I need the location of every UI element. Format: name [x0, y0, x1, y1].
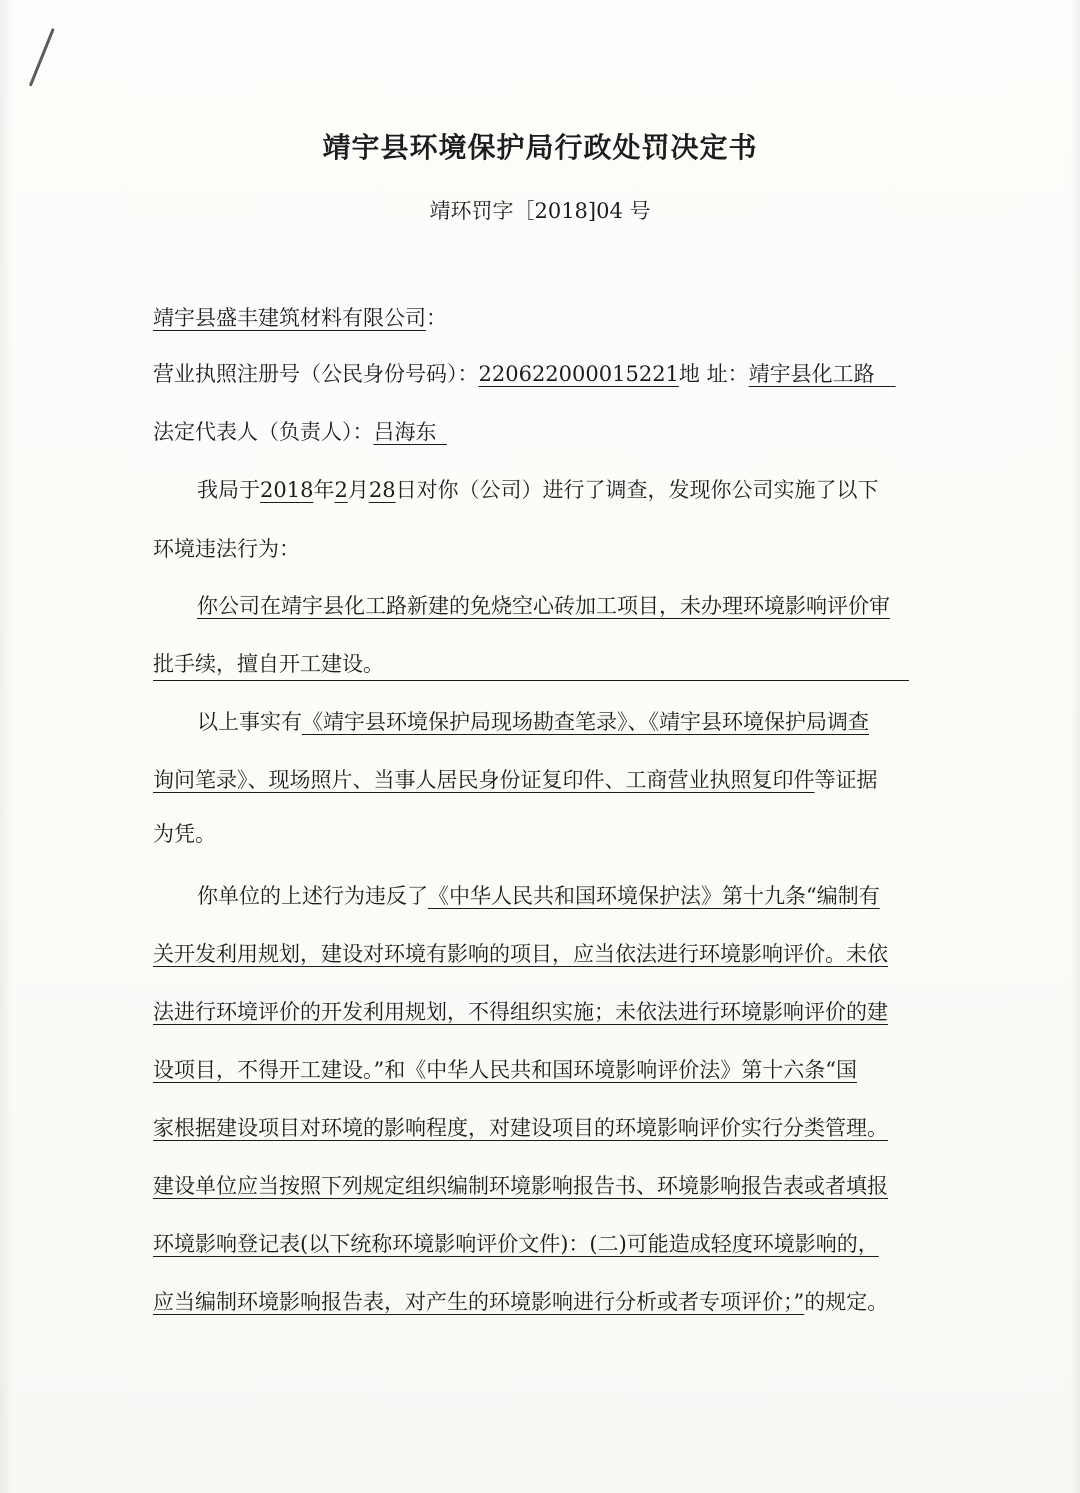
license-line: [153, 358, 896, 388]
law-line-7: [153, 1228, 879, 1258]
license-number: 220622000015221: [478, 362, 679, 386]
law-citation: 法进行环境评价的开发利用规划，不得组织实施；未依法进行环境影响评价的建: [153, 1000, 888, 1024]
law-line-5: [153, 1112, 888, 1142]
investigation-line-1: [197, 474, 879, 504]
violation-line-1: [197, 590, 890, 620]
recipient-line: [153, 302, 447, 332]
text-fragment: 年: [313, 478, 335, 502]
pen-mark: [29, 28, 55, 87]
legal-rep-name: 吕海东: [373, 420, 437, 444]
law-line-6: [153, 1170, 888, 1200]
law-citation: 环境影响登记表(以下统称环境影响评价文件)：(二)可能造成轻度环境影响的，: [153, 1232, 879, 1256]
recipient-suffix: ：: [426, 306, 447, 330]
text-fragment: 以上事实有: [197, 710, 302, 734]
law-citation: 家根据建设项目对环境的影响程度，对建设项目的环境影响评价实行分类管理。: [153, 1116, 888, 1140]
violation-text: 批手续，擅自开工建设。: [153, 648, 909, 681]
text-fragment: 等证据: [814, 768, 878, 792]
legal-rep-label: 法定代表人（负责人）：: [153, 420, 374, 444]
evidence-list: 《靖宇县环境保护局现场勘查笔录》、《靖宇县环境保护局调查: [302, 710, 869, 734]
text-fragment: 我局于: [197, 478, 260, 502]
law-citation: 设项目，不得开工建设。”和《中华人民共和国环境影响评价法》第十六条“国: [153, 1058, 857, 1082]
violation-text: 你公司在靖宇县化工路新建的免烧空心砖加工项目，未办理环境影响评价审: [197, 594, 890, 618]
text-fragment: 你单位的上述行为违反了: [197, 884, 428, 908]
document-number: 靖环罚字［2018]04 号: [429, 199, 651, 223]
recipient-name: 靖宇县盛丰建筑材料有限公司: [153, 306, 426, 330]
investigation-day: 28: [368, 478, 396, 502]
investigation-year: 2018: [260, 478, 314, 502]
law-line-3: [153, 996, 888, 1026]
law-line-2: [153, 938, 888, 968]
text-fragment: 月: [347, 478, 369, 502]
text-fragment: 的规定。: [804, 1290, 889, 1314]
law-line-8: [153, 1286, 888, 1316]
law-citation: 关开发利用规划，建设对环境有影响的项目，应当依法进行环境影响评价。未依: [153, 942, 888, 966]
law-line-1: [197, 880, 880, 910]
evidence-line-1: [197, 706, 869, 736]
evidence-list: 询问笔录》、现场照片、当事人居民身份证复印件、工商营业执照复印件: [153, 768, 815, 792]
law-citation: 建设单位应当按照下列规定组织编制环境影响报告书、环境影响报告表或者填报: [153, 1174, 888, 1198]
address-label: 地 址：: [678, 362, 749, 386]
evidence-line-3: 为凭。: [153, 822, 216, 846]
legal-rep-line: [153, 416, 447, 446]
investigation-month: 2: [334, 478, 348, 502]
text-fragment: 日对你（公司）进行了调查，发现你公司实施了以下: [395, 478, 879, 502]
violation-line-2: [153, 648, 909, 681]
law-citation: 应当编制环境影响报告表，对产生的环境影响进行分析或者专项评价；”: [153, 1290, 805, 1314]
law-line-4: [153, 1054, 857, 1084]
law-citation: 《中华人民共和国环境保护法》第十九条“编制有: [428, 884, 880, 908]
license-label: 营业执照注册号（公民身份号码）：: [153, 362, 479, 386]
address-value: 靖宇县化工路: [748, 362, 875, 386]
evidence-line-2: [153, 764, 878, 794]
investigation-line-2: 环境违法行为：: [153, 537, 300, 561]
document-title: 靖宇县环境保护局行政处罚决定书: [322, 131, 758, 164]
